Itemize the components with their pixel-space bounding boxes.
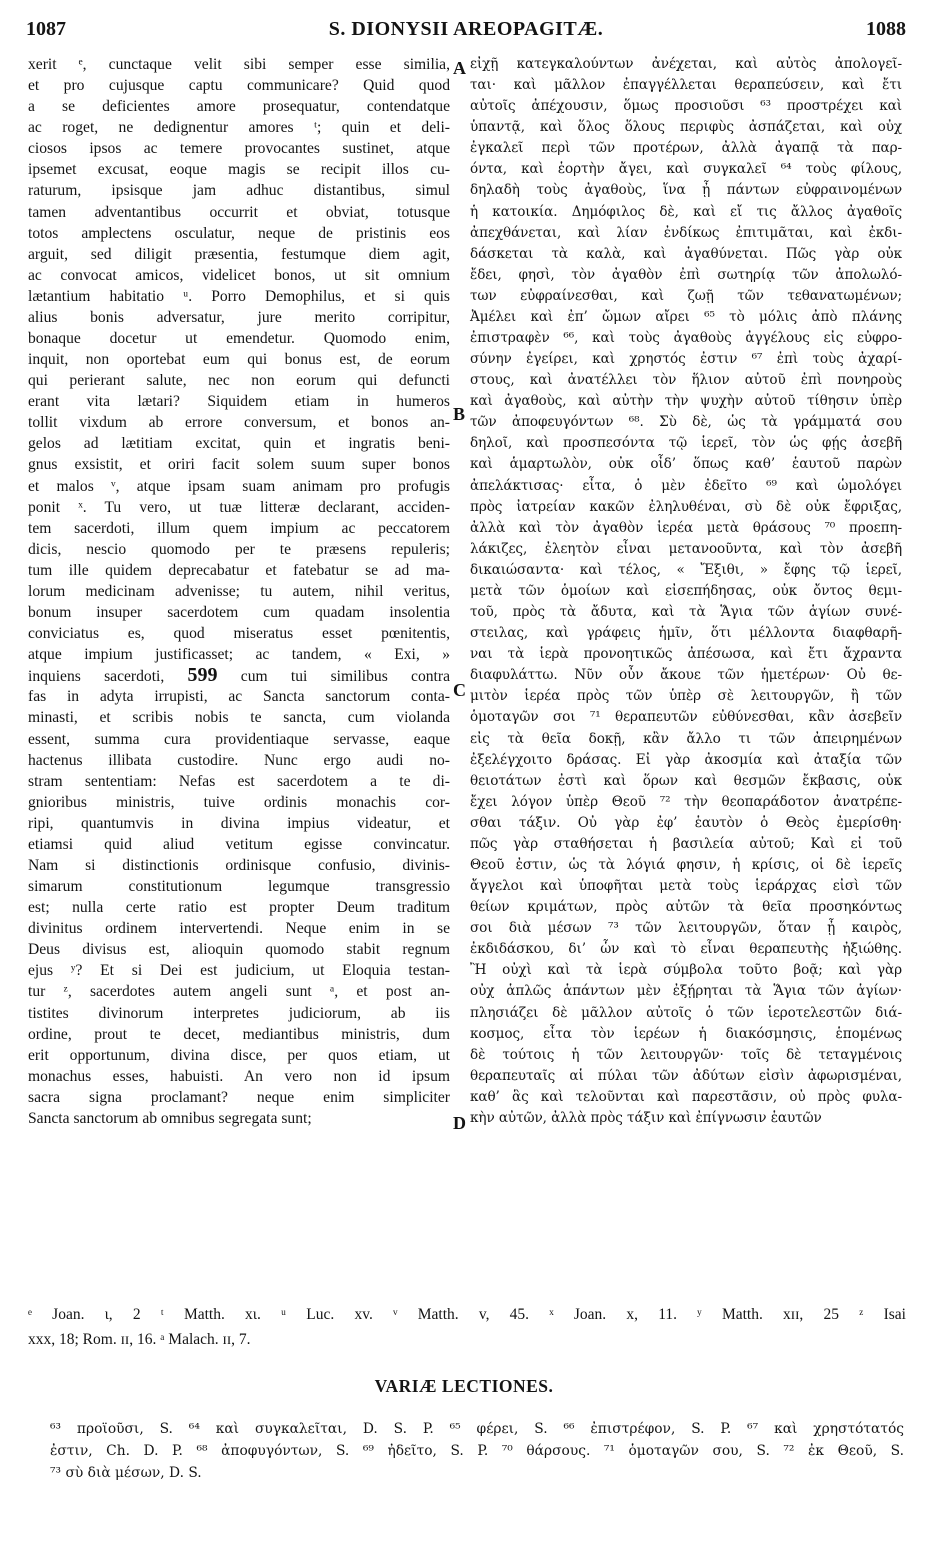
variant-reading-line: ἐστιν, Ch. D. P. ⁶⁸ ἀποφυγόντων, S. ⁶⁹ ἠδεῖτο, S. P. ⁷⁰ θάρσους. ⁷¹ ὁμοταγῶν σου, S. ⁷² ἐκ Θεοῦ, S. [50,1443,904,1459]
variae-lectiones [50,1418,904,1484]
greek-text-line: ναι τὰ ἱερὰ προνοητικῶς ἀπέσωσα, καὶ ἔτι ἄχραντα [470,646,902,663]
latin-text-line: sacra signa proclamant? neque enim simpliciter [28,1088,450,1106]
latin-text-line: lætantium habitatio ᵘ. Porro Demophilus, et si quis [28,287,450,305]
greek-text-line: ὁμοταγῶν σοι ⁷¹ θεραπευτῶν εὐθύνεσθαι, κἂν ἀσεβεῖν [470,709,902,726]
greek-text-line: εἰχῇ κατεγκαλούντων ἀνέχεται, καὶ αὐτὸς ἀπολογεῖ- [470,56,902,72]
latin-text-line: inquiens sacerdoti, 599 cum tui similibus contra [28,664,450,687]
latin-text-line: divinitus ordinem intervertendi. Neque enim in se [28,920,450,938]
latin-text-line: tum ille quidem deprecabatur et fatebatur se ad ma- [28,561,450,579]
latin-column [28,54,450,1129]
greek-text-line: οὐχ ἁπλῶς ἁπάντων μὲν ἐξῄρηται τὰ Ἅγια τῶν ἁγίων· [470,983,902,1000]
variant-reading-line: ⁷³ σὺ διὰ μέσων, D. S. [50,1465,202,1481]
latin-text-line: stram sententiam: Nefas est sacerdotem a te di- [28,772,450,790]
greek-text-line: δηλοῖ, καὶ προσπεσόντα τῷ ἱερεῖ, τὸν ὡς φῄς ἀσεβῆ [470,435,902,452]
greek-text-line: ἐπιστραφὲν ⁶⁶, καὶ τοὺς ἀγαθοὺς ἀγγέλους εἰς εὐφρο- [470,330,902,347]
latin-text-line: et malos ᵛ, atque ipsam suam animam pro profugis [28,477,450,495]
latin-text-line: a se deficientes amore prosequatur, contendatque [28,98,450,116]
latin-text-line: ac convocat amicos, videlicet bonos, ut sit omnium [28,266,450,284]
latin-text-line: raturum, ipsisque jam adhuc distantibus, simul [28,182,450,200]
latin-text-line: hactenus illibata custodire. Nunc ergo audi no- [28,751,450,769]
running-header [26,18,906,48]
greek-text-line: σθαι τάξιν. Οὐ γὰρ ἐφ’ ἑαυτὸν ὁ Θεὸς ἐμερίσθη· [470,814,902,831]
greek-text-line: καὶ ἀγαθοὺς, καὶ αὐτὴν τὴν ψυχὴν αὐτοῦ τίθησιν ὑπὲρ [470,393,902,410]
latin-text-line: Sancta sanctorum ab omnibus segregata sunt; [28,1109,312,1127]
latin-text-line: bonum insuper sacerdotem cum quadam insolentia [28,604,450,622]
greek-text-line: τῶν ἀποφευγόντων ⁶⁸. Σὺ δὲ, ὡς τὰ γράμματά σου [470,414,902,431]
greek-text-line: στειλας, καὶ γράφεις ἡμῖν, ὅτι μέλλοντα διαφθαρῆ- [470,625,902,642]
greek-text-line: πῶς γὰρ σταθήσεται ἡ βασιλεία αὐτοῦ; Καὶ εἰ τοῦ [470,835,902,852]
latin-text-line: etiamsi quid aliud vetitum egisse convincatur. [28,835,450,853]
latin-text-line: gnioribus ministris, tuive ordinis monachis cor- [28,793,450,811]
greek-text-line: ἐκδιδάσκου, δι’ ὧν καὶ τὸ εἶναι θεραπευτὴς ἠξιώθης. [470,941,902,958]
page-title: S. DIONYSII AREOPAGITÆ. [328,18,604,40]
footnote-line: ᵉ Joan. ι, 2 ᵗ Matth. xι. ᵘ Luc. xv. ᵛ Matth. v, 45. ˣ Joan. x, 11. ʸ Matth. xɪɪ, 25 ᶻ Isai [28,1306,906,1323]
latin-text-line: conviciatus es, quod miseratus esset pœnitentis, [28,625,450,643]
greek-text-line: ἄγγελοι καὶ ὑποφῆται μετὰ τοὺς ἱεράρχας εἰσὶ τῶν [470,878,902,895]
page-number-right: 1088 [866,18,906,40]
latin-text-line: erant vita lætari? Siquidem etiam in humeros [28,393,450,411]
greek-column [470,54,902,1129]
greek-text-line: εἰς τὰ θεῖα δοκῇ, κἂν ἄλλο τι τῶν ἀπειρημένων [470,730,902,747]
latin-text-line: ordine, prout te decet, mediantibus ministris, dum [28,1025,450,1043]
greek-text-line: δὲ τούτοις ἡ τῶν λειτουργῶν· τοῖς δὲ τεταγμένοις [470,1046,902,1063]
latin-text-line: fas in adyta irrupisti, ac Sancta sanctorum conta- [28,688,450,706]
latin-text-line: totos amplectens osculatur, neque de pristinis eos [28,224,450,242]
latin-text-line: gelos ad lætitiam excitat, quin et ingratis beni- [28,435,450,453]
greek-text-line: σοι διὰ μέσων ⁷³ τῶν λειτουργῶν, ὅταν ᾖ καιρὸς, [470,920,902,937]
column-number: 599 [187,664,218,687]
latin-text-line: tur ᶻ, sacerdotes autem angeli sunt ᵃ, et post an- [28,983,450,1001]
latin-text-line: inquit, non oportebat eum qui bonus est, de eorum [28,351,450,369]
greek-text-line: θεραπευταῖς αἱ πύλαι τῶν ἀδύτων εἰσὶν ἀφωρισμέναι, [470,1067,902,1084]
greek-text-line: σύνην ἐγείρει, καὶ χρηστός ἐστιν ⁶⁷ ἐπὶ τοὺς ἀχαρί- [470,351,902,368]
greek-text-line: δηλαδὴ τοὺς ἀγαθοὺς, ἵνα ᾖ πάντων εὐφραινομένων [470,182,902,199]
greek-text-line: ἡ κατοικία. Δημόφιλος δὲ, καὶ εἴ τις ἄλλος ἀγαθοῖς [470,203,902,220]
latin-text-line: ponit ˣ. Tu vero, ut tuæ litteræ declarant, acciden- [28,498,450,516]
greek-text-line: θειοτάτων ἐστὶ καὶ ὅρων καὶ θεσμῶν ἔκβασις, οὐκ [470,772,902,789]
greek-text-line: μετὰ τῶν ὁμοίων καὶ εἰσεπήδησας, οὐκ ὄντος θεμι- [470,582,902,599]
scripture-references [28,1302,906,1352]
latin-text-line: et pro cujusque captu communicare? Quid quod [28,77,450,95]
latin-text-line: monachus esses, habuisti. An vero non id ipsum [28,1067,450,1085]
greek-text-line: Ἢ οὐχὶ καὶ τὰ ἱερὰ σύμβολα τοῦτο βοᾷ; καὶ γὰρ [470,962,902,979]
greek-text-line: καθ’ ἃς καὶ τελοῦνται καὶ παρεστᾶσιν, οὐ πρὸς φυλα- [470,1088,902,1105]
latin-text-line: bonaque docetur ut emendetur. Quomodo enim, [28,330,450,348]
greek-text-line: ται· καὶ μᾶλλον ἐπαγγέλλεται θεραπεύσειν, καὶ ἔτι [470,77,902,94]
latin-text-line: ipsemet excusat, eoque magis se recipit illos cu- [28,161,450,179]
latin-text-line: arguit, sed diligit præsentia, festumque diem agit, [28,245,450,263]
variant-reading-line: ⁶³ προϊοῦσι, S. ⁶⁴ καὶ συγκαλεῖται, D. S. P. ⁶⁵ φέρει, S. ⁶⁶ ἐπιστρέφον, S. P. ⁶⁷ καὶ χρηστότατός [50,1421,904,1437]
latin-text-line: alius bonis adversatur, jure merito corripitur, [28,308,450,326]
latin-text-line: erit opportunum, divina disce, per quos etiam, ut [28,1046,450,1064]
latin-text-line: tistites divinorum interpretes judiciorum, ab iis [28,1004,450,1022]
latin-text-line: ciosos ipsos ac temere provocantes sustinet, atque [28,140,450,158]
latin-text-line: dicis, nescio quomodo per te præsens repuleris; [28,540,450,558]
footnote-line: xxx, 18; Rom. ɪɪ, 16. ᵃ Malach. ɪɪ, 7. [28,1331,251,1348]
page-number-left: 1087 [26,18,66,40]
greek-text-line: λάκιζες, ἐλεητὸν εἶναι μετανοοῦντα, καὶ τὸν ἀσεβῆ [470,540,902,557]
greek-text-line: ἀπελάκτισας· εἶτα, ὁ μὲν ἐδεῖτο ⁶⁹ καὶ ὡμολόγει [470,477,902,494]
latin-text-line: ac roget, ne dedignentur amores ᵗ; quin et deli- [28,119,450,137]
variae-lectiones-title: VARIÆ LECTIONES. [374,1376,554,1396]
greek-text-line: διαφυλάττω. Νῦν οὖν ἄκουε τῶν ἡμετέρων· Οὐ θε- [470,667,902,684]
latin-text-line: simarum constitutionum legumque transgressio [28,878,450,896]
latin-text-line: tamen adventantibus occurrit et obviat, totusque [28,203,450,221]
greek-text-line: κοσμος, εἶτα τὸν ἱερέων ἡ διακόσμησις, ἑπομένως [470,1025,902,1042]
latin-text-line: tem sacerdoti, illum quem impium ac peccatorem [28,519,450,537]
greek-text-line: καὶ ἁμαρτωλὸν, οὐκ οἶδ’ ὅπως καθ’ ἑαυτοῦ παρὼν [470,456,902,473]
greek-text-line: ἔδει, φησὶ, τὸν ἀγαθὸν ἐπὶ σωτηρίᾳ τῶν ἀπολωλό- [470,266,902,283]
greek-text-line: των εὐφραίνεσθαι, καὶ ζωῇ τῶν τεθανατωμένων; [470,287,902,304]
latin-text-line: Deus divisus est, alioquin quomodo stabit regnum [28,941,450,959]
margin-marker-a: A [453,58,466,78]
margin-marker-b: B [453,404,466,424]
margin-marker-d: D [453,1113,466,1133]
greek-text-line: μιτὸν ἱερέα πρὸς τῶν ὑπὲρ σὲ λειτουργῶν, ἢ τῶν [470,688,902,705]
greek-text-line: όντα, καὶ ἑορτὴν ἄγει, καὶ συγκαλεῖ ⁶⁴ τοὺς φίλους, [470,161,902,178]
latin-text-line: minasti, et scribis nobis te sancta, cum violanda [28,709,450,727]
greek-text-line: Θεοῦ ἐστιν, ὡς τὰ λόγιά φησιν, ἡ κρίσις, οἱ δὲ ἱερεῖς [470,856,902,873]
greek-text-line: ἐξελέγχοιτο δράσας. Εἰ γὰρ ἀκοσμία καὶ ἀταξία τῶν [470,751,902,768]
latin-text-line: ripi, quantumvis in divina impius videatur, et [28,814,450,832]
greek-text-line: πλησιάζει δὲ μᾶλλον αὐτοῖς ὁ τῶν ἱεροτελεστῶν διά- [470,1004,902,1021]
latin-text-line: tollit vixdum ab errore conversum, et bonos an- [28,414,450,432]
greek-text-line: ἐγκαλεῖ περὶ τῶν προτέρων, ἀλλὰ ἀγαπᾷ τὰ παρ- [470,140,902,157]
latin-text-line: atque impium justificasset; ac tandem, « Exi, » [28,646,450,664]
margin-marker-c: C [453,680,466,700]
greek-text-line: δάσκεται τὰ καλὰ, καὶ ἀγαθύνεται. Πῶς γὰρ οὐκ [470,245,902,262]
latin-text-line: est; nulla certe ratio est propter Deum traditum [28,899,450,917]
greek-text-line: τοῦ, πρὸς τὰ ἄδυτα, καὶ τὰ Ἅγια τῶν ἁγίων συνέ- [470,604,902,621]
greek-text-line: αὐτοῖς ἀπέχουσιν, ὅμως προσιοῦσι ⁶³ προστρέχει καὶ [470,98,902,115]
greek-text-line: ἀπεχθάνεται, καὶ λίαν ἐνδίκως ἐπιτιμᾶται, καὶ ἐκδι- [470,224,902,241]
latin-text-line: xerit ᵉ, cunctaque velit sibi semper esse similia, [28,56,450,73]
greek-text-line: πρὸς ἰατρείαν κακῶν ἐληλυθέναι, σὺ δὲ οὐκ ἔφριξας, [470,498,902,515]
latin-text-line: ejus ʸ? Et si Dei est judicium, ut Eloquia testan- [28,962,450,980]
greek-text-line: θείων κριμάτων, πρὸς αὐτῶν τὰ θεῖα προσηκόντως [470,899,902,916]
latin-text-line: qui perierant salute, nec non eorum qui defuncti [28,372,450,390]
greek-text-line: ἀλλὰ καὶ τὸν ἀγαθὸν ἱερέα μετὰ θράσους ⁷⁰ προεπη- [470,519,902,536]
greek-text-line: στους, καὶ ἀνατέλλει τὸν ἥλιον αὐτοῦ ἐπὶ πονηροὺς [470,372,902,389]
latin-text-line: lorum medicinam advenisse; tu autem, nihil veritus, [28,582,450,600]
latin-text-line: essent, summa cura providentiaque servasse, eaque [28,730,450,748]
latin-text-line: Nam si distinctionis ordinisque confusio, divinis- [28,856,450,874]
greek-text-line: ἔχει λόγον ὑπὲρ Θεοῦ ⁷² τὴν θεοπαράδοτον ἀνατρέπε- [470,793,902,810]
greek-text-line: ὑπαντᾷ, καὶ ὅλος ὅλους περιφὺς ἀσπάζεται, καὶ οὐχ [470,119,902,136]
latin-text-line: gnus exsistit, et oriri facit solem suum super bonos [28,456,450,474]
greek-text-line: Ἀμέλει καὶ ἐπ’ ὤμων αἴρει ⁶⁵ τὸ μόλις ἀπὸ πλάνης [470,308,902,325]
greek-text-line: δικαιώσαντα· καὶ τέλος, « Ἔξιθι, » ἔφης τῷ ἱερεῖ, [470,561,902,578]
greek-text-line: κὴν αὐτῶν, ἀλλὰ πρὸς τάξιν καὶ ἐπίγνωσιν ἑαυτῶν [470,1109,822,1126]
